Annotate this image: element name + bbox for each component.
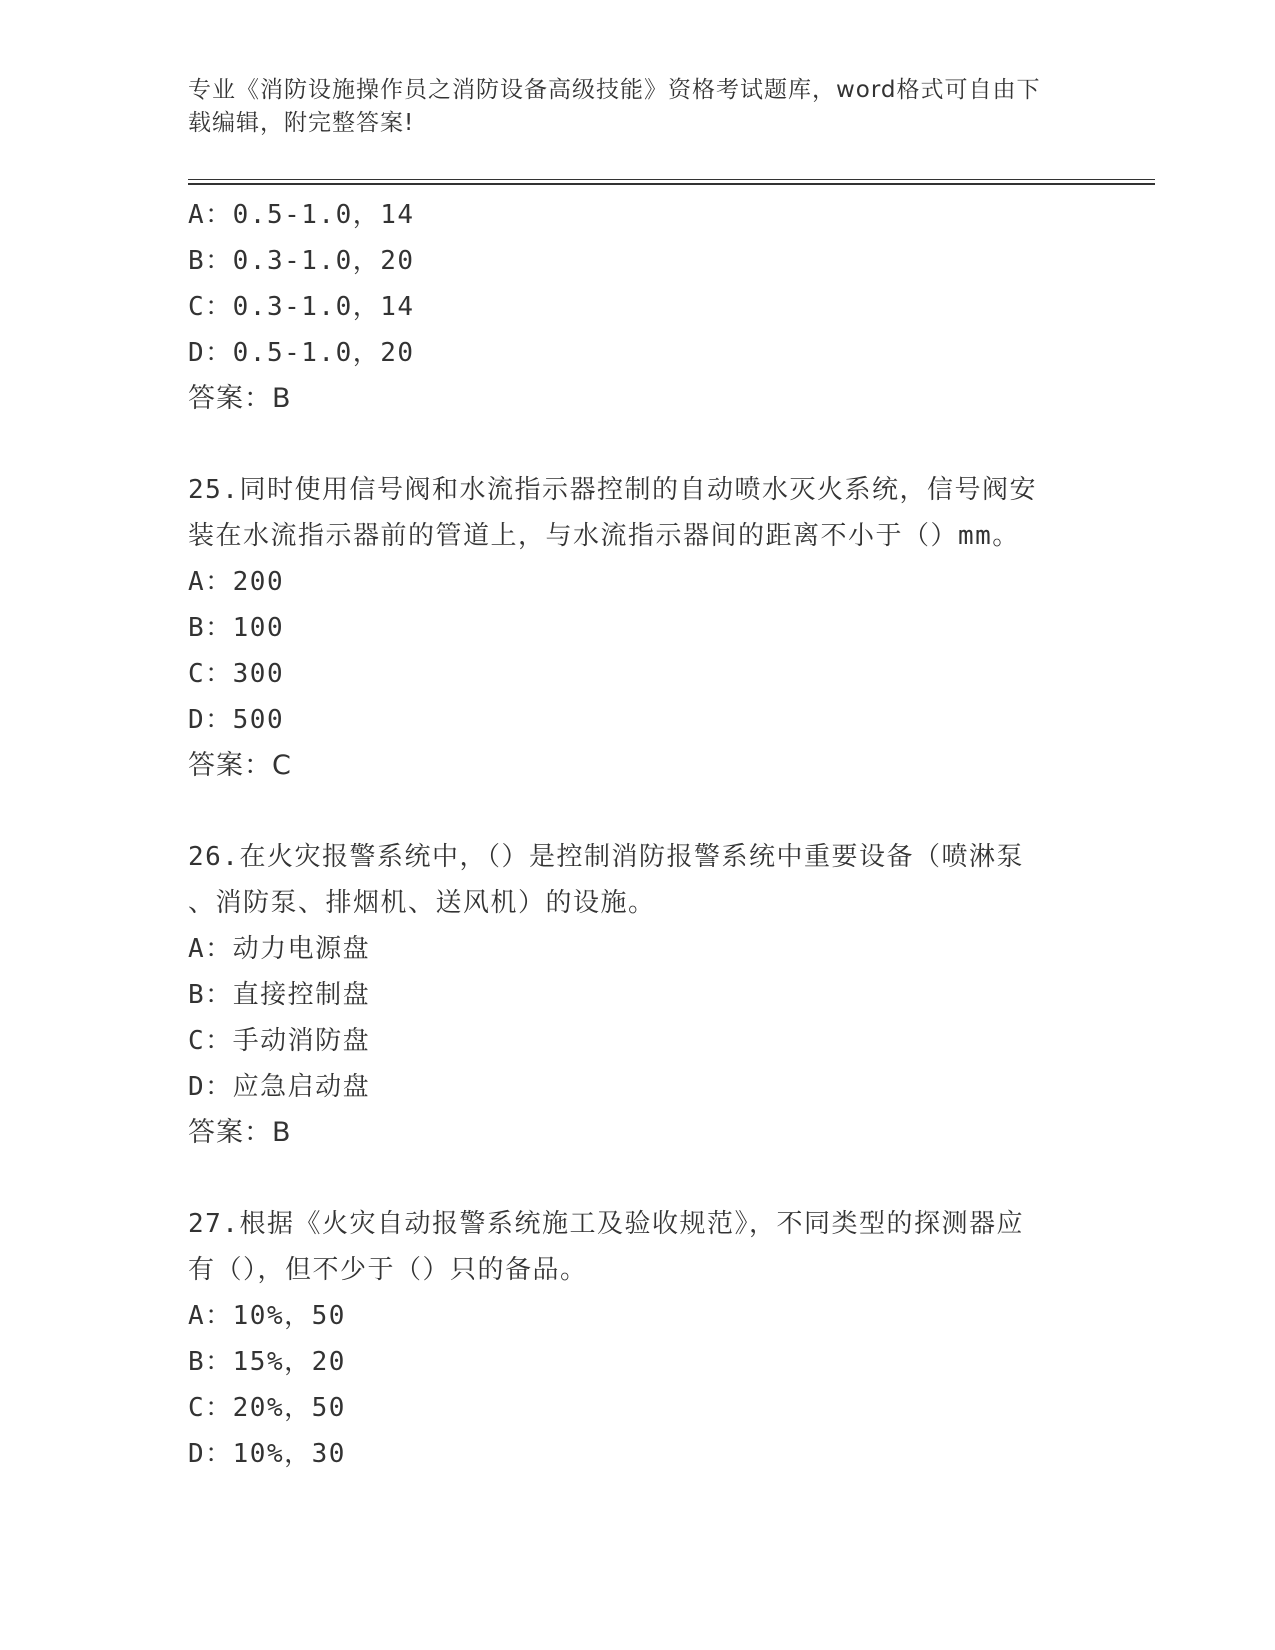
option-a: A：0.5-1.0，14 <box>188 200 415 230</box>
option-d: D：应急启动盘 <box>188 1072 371 1102</box>
option-a: A：200 <box>188 567 285 597</box>
option-d: D：0.5-1.0，20 <box>188 338 415 368</box>
option-c: C：20%，50 <box>188 1393 346 1423</box>
question-text-line: 有（），但不少于（）只的备品。 <box>188 1255 588 1285</box>
page-header <box>188 74 1088 140</box>
question-25 <box>188 467 1088 789</box>
question-text-line: 25.同时使用信号阀和水流指示器控制的自动喷水灭火系统，信号阀安 <box>188 475 1037 505</box>
header-line-1: 专业《消防设施操作员之消防设备高级技能》资格考试题库，word格式可自由下 <box>188 77 1041 103</box>
option-a: A：动力电源盘 <box>188 934 371 964</box>
question-list <box>188 192 1088 1477</box>
header-divider-bottom <box>188 183 1155 185</box>
question-text-line: 26.在火灾报警系统中，（）是控制消防报警系统中重要设备（喷淋泵 <box>188 842 1024 872</box>
answer: 答案：B <box>188 383 292 414</box>
answer: 答案：B <box>188 1117 292 1148</box>
question-26 <box>188 834 1088 1156</box>
answer: 答案：C <box>188 750 292 781</box>
header-line-2: 载编辑，附完整答案! <box>188 110 415 136</box>
question-27 <box>188 1201 1088 1477</box>
question-text-line: 装在水流指示器前的管道上，与水流指示器间的距离不小于（）mm。 <box>188 521 1020 551</box>
option-d: D：10%，30 <box>188 1439 346 1469</box>
option-b: B：15%，20 <box>188 1347 346 1377</box>
option-b: B：直接控制盘 <box>188 980 371 1010</box>
option-c: C：手动消防盘 <box>188 1026 371 1056</box>
header-divider-top <box>188 179 1155 180</box>
option-b: B：100 <box>188 613 285 643</box>
question-text-line: 、消防泵、排烟机、送风机）的设施。 <box>188 888 656 918</box>
option-b: B：0.3-1.0，20 <box>188 246 415 276</box>
question-text-line: 27.根据《火灾自动报警系统施工及验收规范》，不同类型的探测器应 <box>188 1209 1024 1239</box>
option-d: D：500 <box>188 705 285 735</box>
option-a: A：10%，50 <box>188 1301 346 1331</box>
option-c: C：0.3-1.0，14 <box>188 292 415 322</box>
option-c: C：300 <box>188 659 285 689</box>
question-24-tail <box>188 192 1088 422</box>
